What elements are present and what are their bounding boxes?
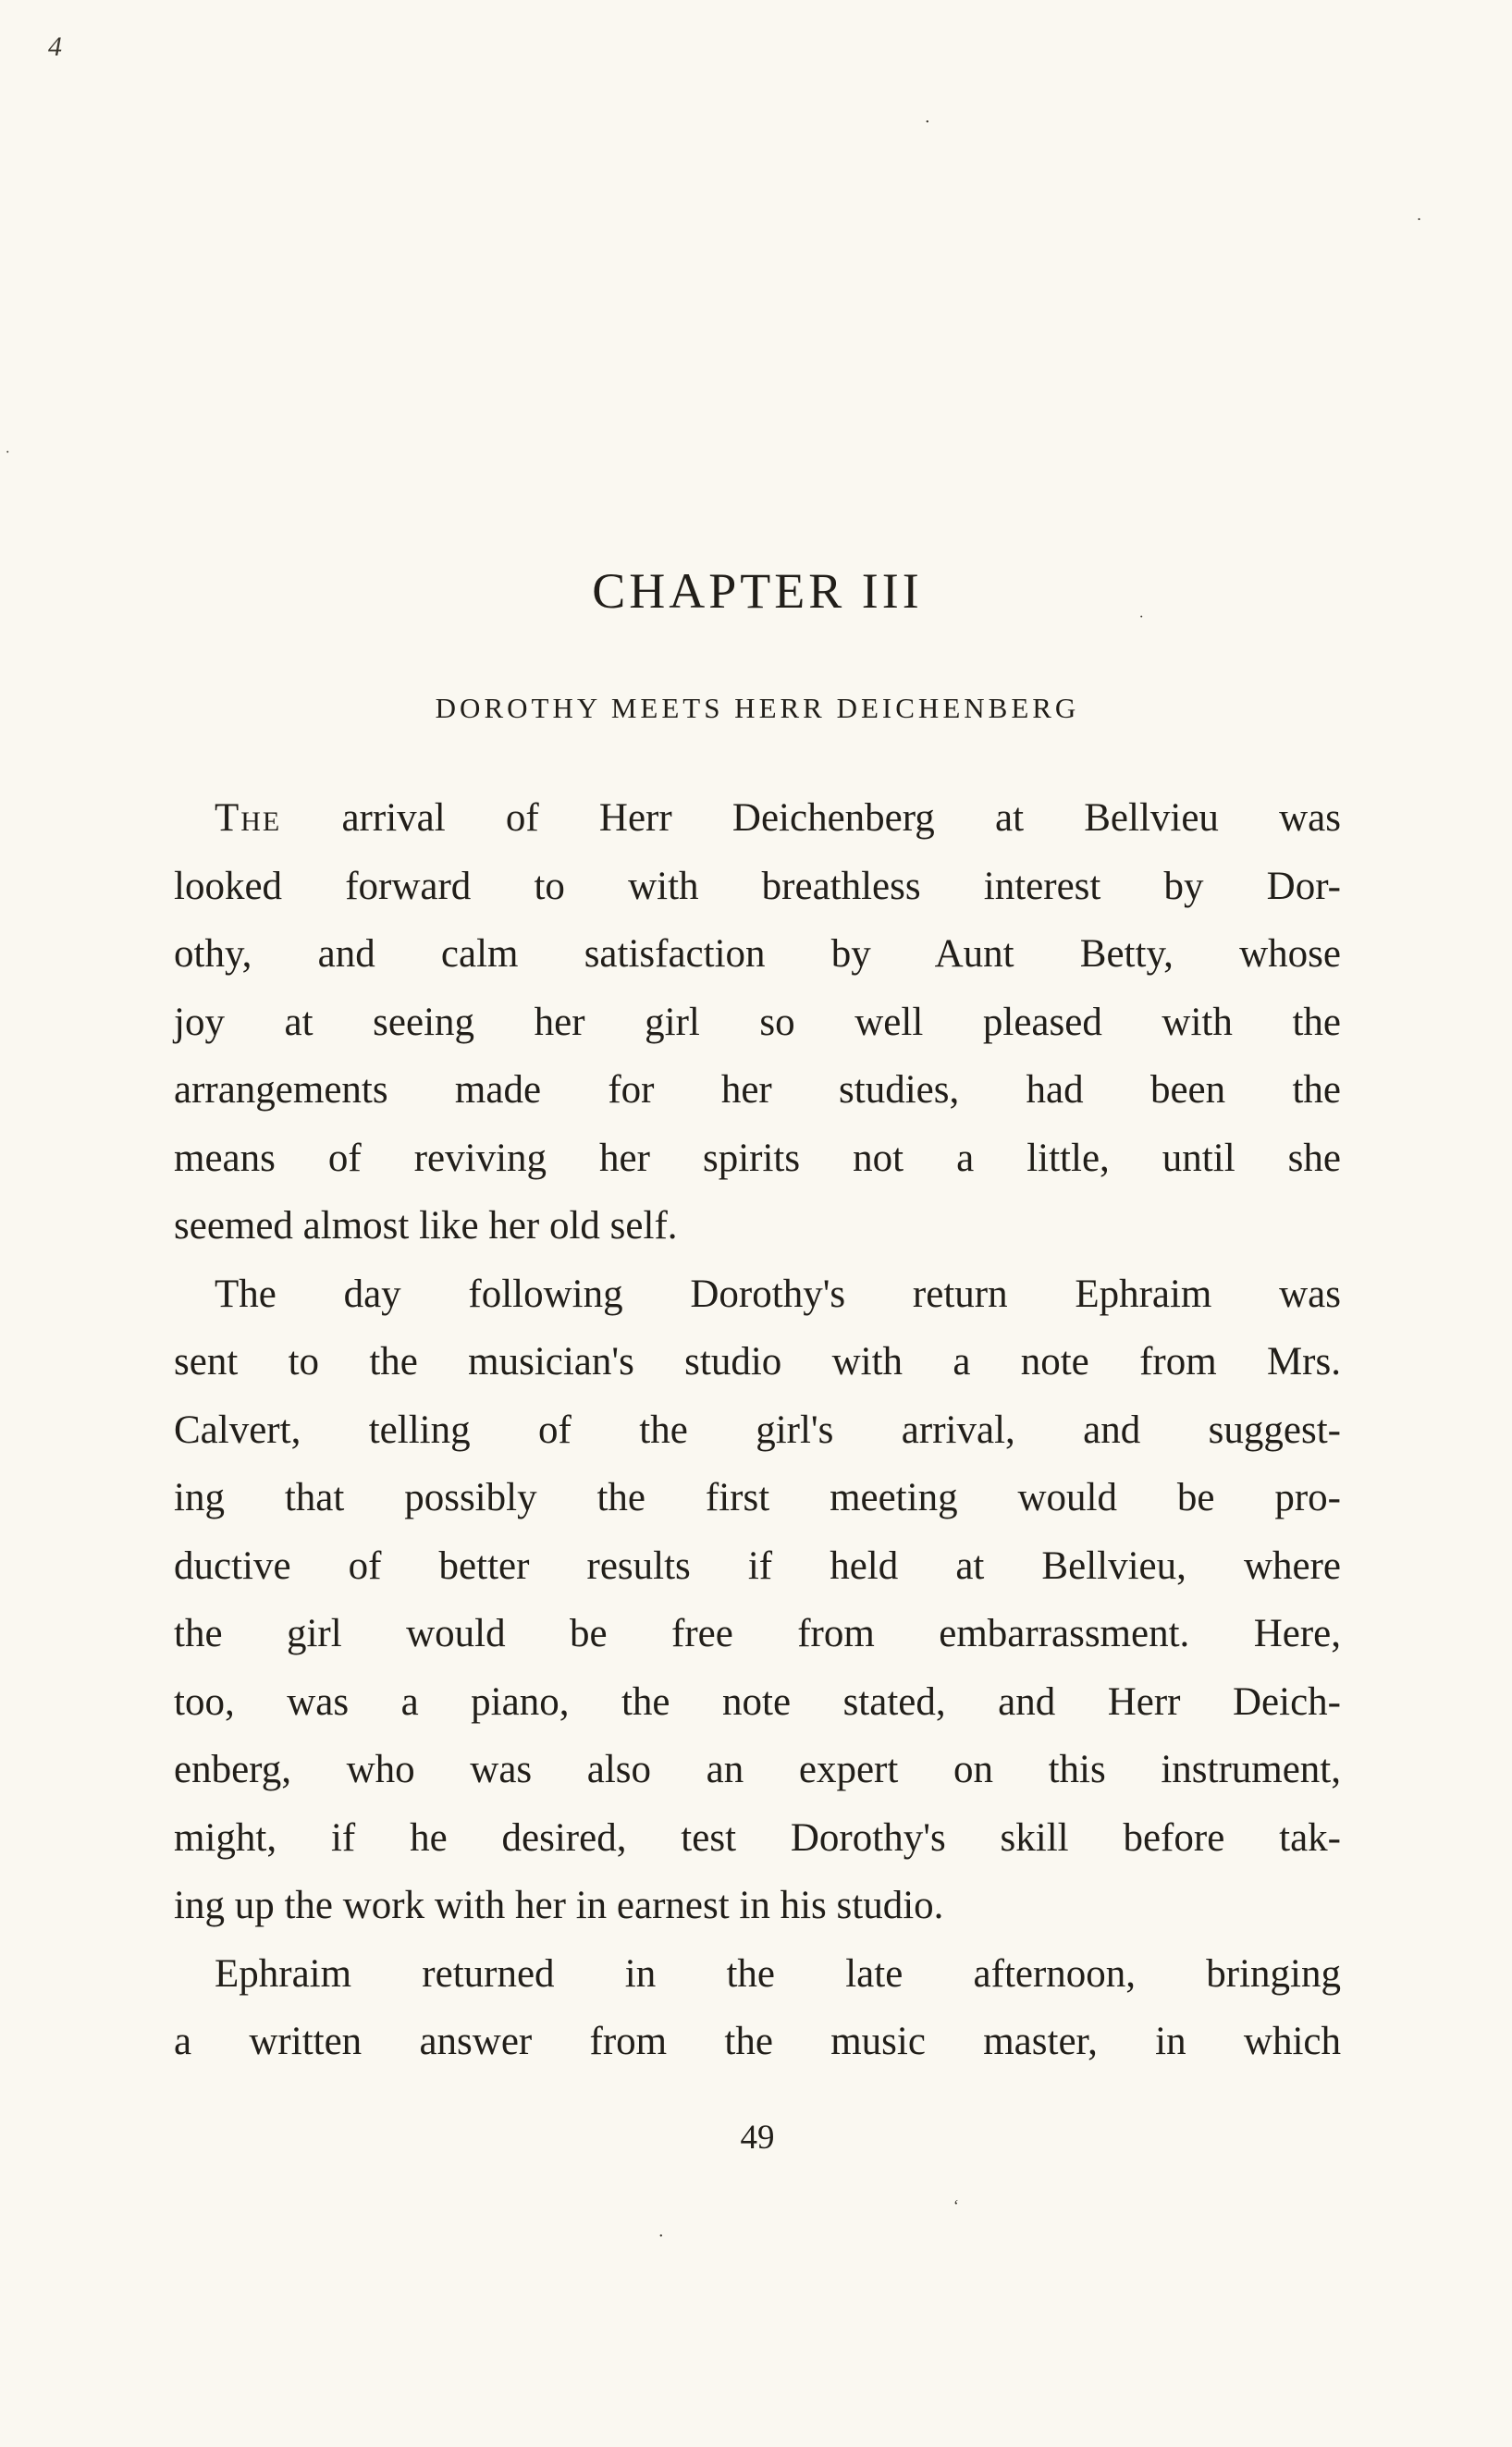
chapter-subtitle: DOROTHY MEETS HERR DEICHENBERG (435, 692, 1080, 724)
text-line: joy at seeing her girl so well pleased with the (174, 1000, 1341, 1044)
scan-artifact: · (1139, 609, 1143, 625)
text-line: arrangements made for her studies, had been the (174, 1068, 1341, 1112)
text-line: looked forward to with breathless interest by Dor- (174, 864, 1341, 908)
text-line: The day following Dorothy's return Ephraim was (215, 1272, 1341, 1316)
scan-artifact: ‘ (953, 2196, 958, 2215)
paragraph (174, 1940, 1341, 2076)
text-line: Calvert, telling of the girl's arrival, and suggest- (174, 1408, 1341, 1452)
text-line: Ephraim returned in the late afternoon, bringing (215, 1951, 1341, 1996)
scan-artifact: · (1417, 210, 1421, 228)
text-line: might, if he desired, test Dorothy's skill before tak- (174, 1815, 1341, 1860)
page-number: 49 (740, 2119, 775, 2157)
chapter-heading: CHAPTER III (592, 563, 923, 619)
text-line: a written answer from the music master, in which (174, 2020, 1341, 2063)
text-line: sent to the musician's studio with a note from Mrs. (174, 1340, 1341, 1383)
text-line: ductive of better results if held at Bellvieu, where (174, 1543, 1341, 1588)
text-line: too, was a piano, the note stated, and Herr Deich- (174, 1679, 1341, 1724)
text-line: enberg, who was also an expert on this instrument, (174, 1748, 1341, 1791)
scan-artifact: · (6, 445, 9, 461)
text-line: othy, and calm satisfaction by Aunt Betty, whose (174, 932, 1341, 976)
text-line: seemed almost like her old self. (174, 1204, 678, 1248)
scan-artifact: · (658, 2226, 663, 2246)
scan-artifact: · (925, 112, 929, 132)
paragraph (174, 1260, 1341, 1940)
text-line: means of reviving her spirits not a little, until she (174, 1136, 1341, 1180)
text-line: the girl would be free from embarrassment. Here, (174, 1612, 1341, 1655)
body-text (174, 784, 1341, 2076)
scan-artifact: 4 (48, 31, 62, 62)
text-line: ing up the work with her in earnest in his studio. (174, 1884, 944, 1927)
text-line: ing that possibly the first meeting would be pro- (174, 1476, 1341, 1519)
text-line: The arrival of Herr Deichenberg at Bellvieu was (215, 796, 1341, 840)
lead-word-smallcaps: The (215, 796, 282, 840)
paragraph (174, 784, 1341, 1260)
